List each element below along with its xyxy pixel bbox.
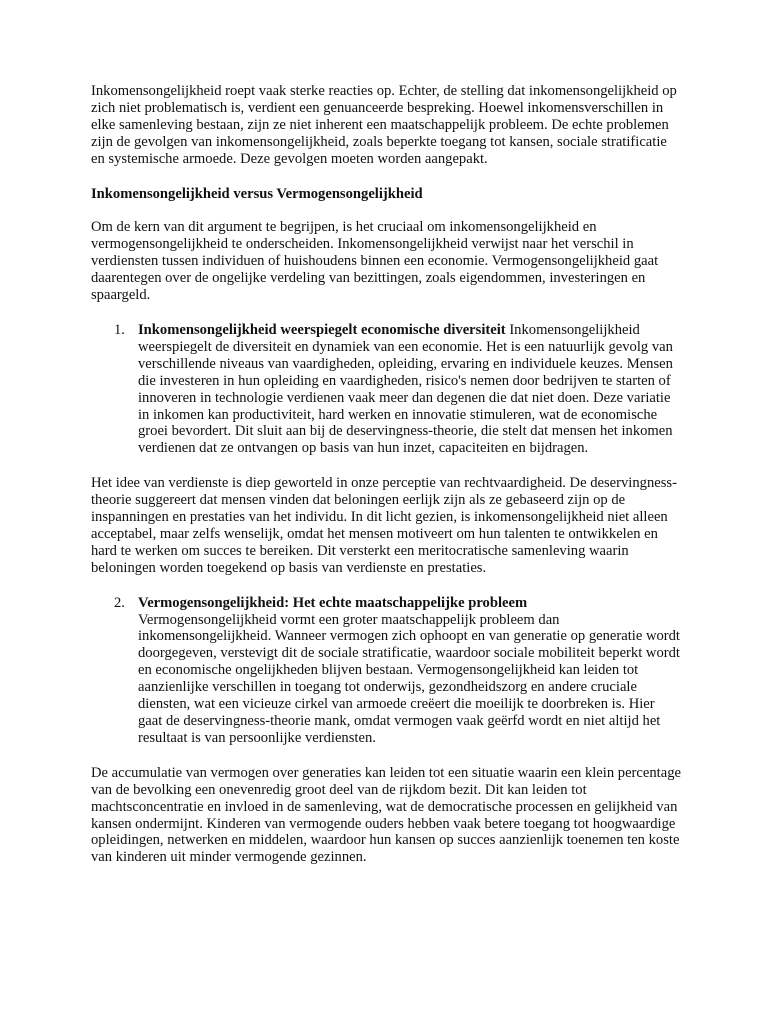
accumulation-paragraph: De accumulatie van vermogen over generaties kan leiden tot een situatie waarin een klein percentage van de bevolking een onevenredig groot deel van de rijkdom bezit. Dit kan leiden tot machtsconcentratie en invloed in de samenleving, wat de democratische processen en gelijkheid van kansen ondermijnt. Kinderen van vermogende ouders hebben vaak betere toegang tot hoogwaardige opleidingen, netwerken en middelen, waardoor hun kansen op succes aanzienlijk toenemen ten koste van kinderen uit minder vermogende gezinnen. (91, 764, 681, 866)
list-item-2-title: Vermogensongelijkheid: Het echte maatschappelijke probleem (138, 594, 528, 611)
list-number-2: 2. (114, 594, 125, 611)
section-heading: Inkomensongelijkheid versus Vermogensongelijkheid (91, 185, 423, 202)
list-item-2-body: Vermogensongelijkheid vormt een groter maatschappelijk probleem dan inkomensongelijkheid. Wanneer vermogen zich ophoopt en van generatie op generatie wordt doorgegeven, verstevigt dit de sociale stratificatie, waardoor sociale mobiliteit beperkt wordt en economische ongelijkheden blijven bestaan. Vermogensongelijkheid kan leiden tot aanzienlijke verschillen in toegang tot onderwijs, gezondheidszorg en andere cruciale diensten, wat een vicieuze cirkel van armoede creëert die moeilijk te doorbreken is. Hier gaat de deservingness-theorie mank, omdat vermogen vaak geërfd wordt en niet altijd het resultaat is van persoonlijke verdiensten. (138, 611, 680, 746)
definition-paragraph: Om de kern van dit argument te begrijpen, is het cruciaal om inkomensongelijkheid en vermogensongelijkheid te onderscheiden. Inkomensongelijkheid verwijst naar het verschil in verdiensten tussen individuen of huishoudens binnen een economie. Vermogensongelijkheid gaat daarentegen over de ongelijke verdeling van bezittingen, zoals eigendommen, investeringen en spaargeld. (91, 219, 659, 304)
list-item-1-body: Inkomensongelijkheid weerspiegelt de diversiteit en dynamiek van een economie. Het is een natuurlijk gevolg van verschillende niveaus van vaardigheden, opleiding, ervaring en individuele keuzes. Mensen die investeren in hun opleiding en vaardigheden, risico's nemen door bedrijven te starten of innoveren in technologie verdienen vaak meer dan degenen die dat niet doen. Deze variatie in inkomen kan productiviteit, hard werken en innovatie stimuleren, wat de economische groei bevordert. Dit sluit aan bij de deservingness-theorie, die stelt dat mensen het inkomen verdienen dat ze ontvangen op basis van hun inzet, capaciteiten en bijdragen. (138, 321, 673, 457)
list-item-2 (91, 595, 681, 747)
list-item-1-title: Inkomensongelijkheid weerspiegelt economische diversiteit (138, 321, 506, 338)
intro-paragraph: Inkomensongelijkheid roept vaak sterke reacties op. Echter, de stelling dat inkomensongelijkheid op zich niet problematisch is, verdient een genuanceerde bespreking. Hoewel inkomensverschillen in elke samenleving bestaan, zijn ze niet inherent een maatschappelijk probleem. De echte problemen zijn de gevolgen van inkomensongelijkheid, zoals beperkte toegang tot kansen, sociale stratificatie en systemische armoede. Deze gevolgen moeten worden aangepakt. (91, 83, 677, 167)
merit-paragraph: Het idee van verdienste is diep geworteld in onze perceptie van rechtvaardigheid. De deservingness-theorie suggereert dat mensen vinden dat beloningen eerlijk zijn als ze gebaseerd zijn op de inspanningen en prestaties van het individu. In dit licht gezien, is inkomensongelijkheid niet alleen acceptabel, maar zelfs wenselijk, omdat het mensen motiveert om hun talenten te ontwikkelen en hard te werken om succes te bereiken. Dit versterkt een meritocratische samenleving waarin beloningen worden toegekend op basis van verdienste en prestaties. (91, 475, 677, 576)
document-page (91, 83, 681, 884)
list-item-1 (91, 322, 681, 457)
list-number-1: 1. (114, 321, 125, 338)
